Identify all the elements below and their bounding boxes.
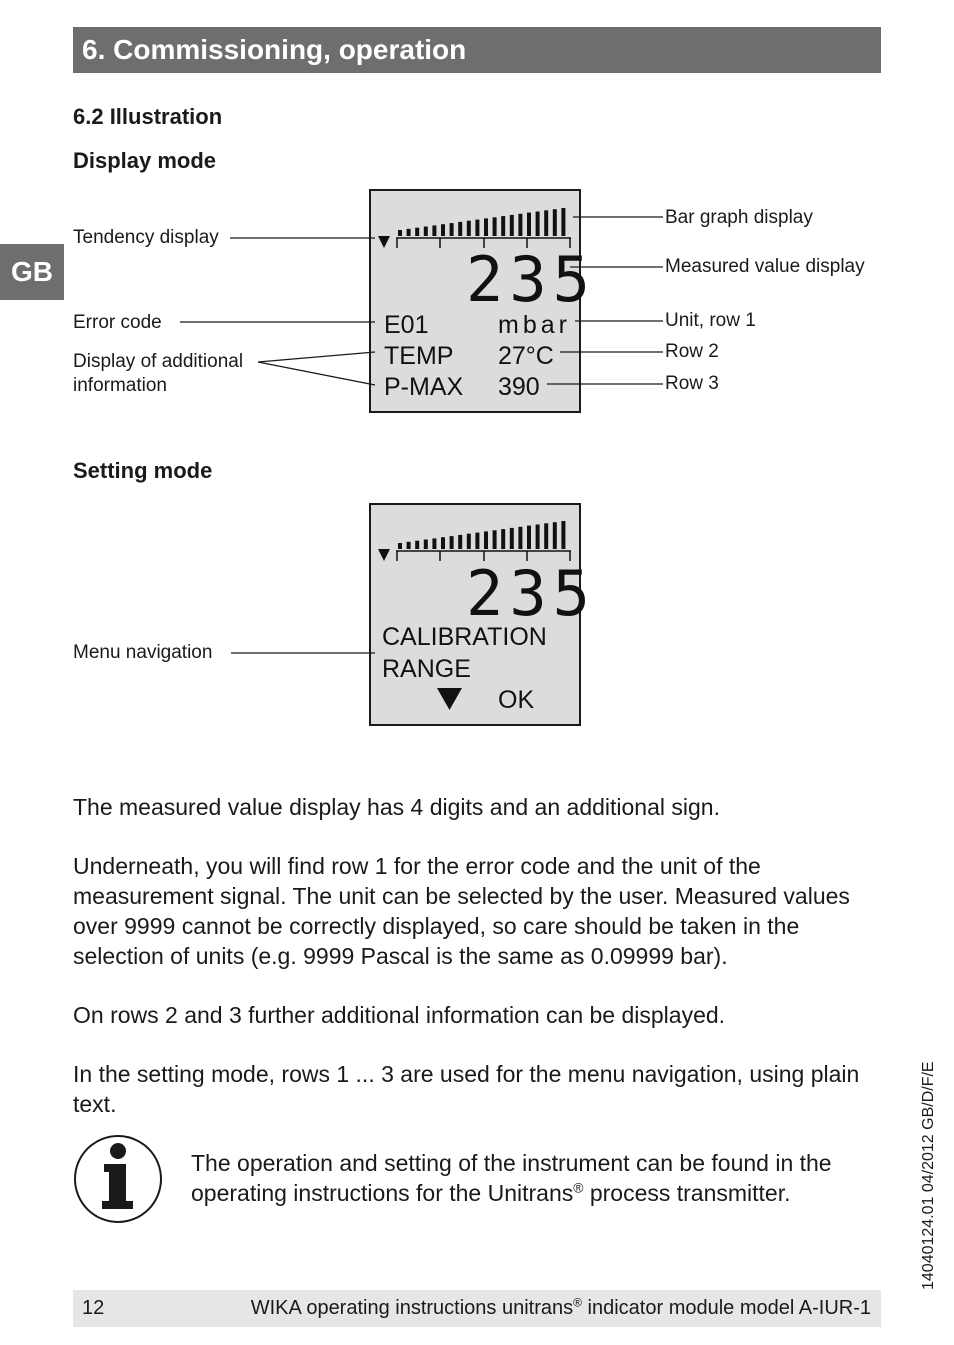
registered-mark: ®	[573, 1295, 582, 1310]
lcd-menu-row1: CALIBRATION	[382, 623, 547, 651]
label-tendency-display: Tendency display	[73, 227, 219, 248]
info-note	[191, 1148, 881, 1208]
page-footer	[73, 1290, 881, 1327]
lcd-row3-label: P-MAX	[384, 373, 464, 401]
info-note-text: The operation and setting of the instrument can be found in the operating instructions for the Unitrans	[191, 1150, 832, 1206]
lcd-row3-value: 390	[498, 373, 540, 401]
footer-title-text: WIKA operating instructions unitrans	[250, 1297, 574, 1319]
footer-title-text-end: indicator module model A-IUR-1	[581, 1297, 871, 1319]
subsection-title: 6.2 Illustration	[73, 104, 223, 129]
lcd-menu-row2: RANGE	[382, 655, 471, 683]
label-measured-value: Measured value display	[665, 256, 865, 277]
paragraph-setting-mode: In the setting mode, rows 1 ... 3 are used for the menu navigation, using plain text.	[73, 1061, 860, 1117]
paragraph-row1: Underneath, you will find row 1 for the error code and the unit of the measurement signal. The unit can be selected by the user. Measured values over 9999 cannot be correctly displayed, so care should be taken in the selection of units (e.g. 9999 Pascal is the same as 0.09999 bar).	[73, 853, 850, 969]
label-unit-row1: Unit, row 1	[665, 310, 756, 331]
label-additional-info-1: Display of additional	[73, 351, 244, 372]
lcd-row2-value: 27°C	[498, 342, 554, 370]
section-title: 6. Commissioning, operation	[82, 34, 467, 65]
page-number: 12	[82, 1297, 105, 1319]
paragraph-rows-2-3: On rows 2 and 3 further additional information can be displayed.	[73, 1002, 726, 1028]
label-error-code: Error code	[73, 312, 162, 333]
display-mode-heading: Display mode	[73, 148, 217, 173]
paragraph-digits: The measured value display has 4 digits and an additional sign.	[73, 794, 720, 820]
lcd-unit: mbar	[498, 311, 571, 339]
lcd-row2-label: TEMP	[384, 342, 454, 370]
registered-mark: ®	[573, 1180, 584, 1196]
lcd-measured-value: 235	[466, 243, 596, 316]
label-bar-graph: Bar graph display	[665, 207, 813, 228]
lcd-ok-label: OK	[498, 686, 535, 714]
label-row2: Row 2	[665, 341, 719, 362]
setting-mode-heading: Setting mode	[73, 458, 213, 483]
lcd-error-code: E01	[384, 311, 429, 339]
label-row3: Row 3	[665, 373, 719, 394]
language-tab-label: GB	[11, 256, 53, 287]
lcd-measured-value: 235	[466, 557, 596, 630]
footer-title	[251, 1290, 871, 1327]
document-code: 14040124.01 04/2012 GB/D/F/E	[920, 1061, 937, 1290]
label-additional-info-2: information	[73, 375, 167, 396]
label-menu-navigation: Menu navigation	[73, 642, 213, 663]
info-note-text-end: process transmitter.	[583, 1180, 791, 1206]
